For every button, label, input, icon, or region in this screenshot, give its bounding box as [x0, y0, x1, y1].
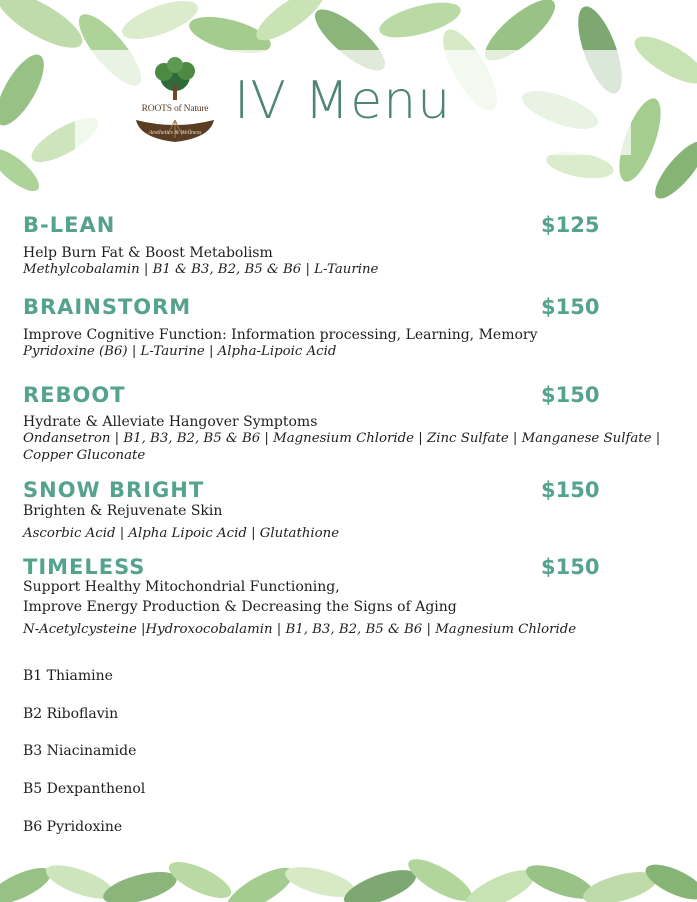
item-description: Improve Cognitive Function: Information processing, Learning, Memory [23, 327, 538, 343]
item-description: Help Burn Fat & Boost Metabolism [23, 245, 273, 261]
item-description: Improve Energy Production & Decreasing the Signs of Aging [23, 599, 457, 615]
page-title: IV Menu [234, 71, 452, 131]
item-description: Brighten & Rejuvenate Skin [23, 503, 223, 519]
item-ingredients: Ascorbic Acid | Alpha Lipoic Acid | Glutathione [23, 526, 340, 541]
leaf-decoration-bottom [0, 856, 697, 902]
item-price: $150 [541, 295, 600, 319]
item-ingredients: N-Acetylcysteine |Hydroxocobalamin | B1, B3, B2, B5 & B6 | Magnesium Chloride [23, 622, 577, 637]
item-price: $150 [541, 478, 600, 502]
item-ingredients: Ondansetron | B1, B3, B2, B5 & B6 | Magnesium Chloride | Zinc Sulfate | Manganese Sulfate | Copper Gluconate [23, 431, 661, 463]
item-price: $125 [541, 213, 600, 237]
vitamin-b5: B5 Dexpanthenol [23, 781, 146, 797]
brand-tagline: Aesthetics & Wellness [148, 130, 202, 136]
item-name: B-LEAN [23, 213, 116, 237]
item-ingredients: Pyridoxine (B6) | L-Taurine | Alpha-Lipoic Acid [23, 344, 337, 359]
brand-logo [130, 56, 220, 148]
item-price: $150 [541, 383, 600, 407]
item-name: SNOW BRIGHT [23, 478, 205, 502]
item-name: TIMELESS [23, 555, 146, 579]
vitamin-b3: B3 Niacinamide [23, 743, 137, 759]
item-description: Support Healthy Mitochondrial Functioning, [23, 579, 340, 595]
item-description: Hydrate & Alleviate Hangover Symptoms [23, 414, 318, 430]
item-ingredients: Methylcobalamin | B1 & B3, B2, B5 & B6 | L-Taurine [23, 262, 379, 277]
vitamin-b2: B2 Riboflavin [23, 706, 119, 722]
brand-name: ROOTS of Nature [141, 104, 209, 114]
vitamin-b6: B6 Pyridoxine [23, 819, 123, 835]
vitamin-b1: B1 Thiamine [23, 668, 113, 684]
item-name: REBOOT [23, 383, 126, 407]
item-price: $150 [541, 555, 600, 579]
item-name: BRAINSTORM [23, 295, 192, 319]
